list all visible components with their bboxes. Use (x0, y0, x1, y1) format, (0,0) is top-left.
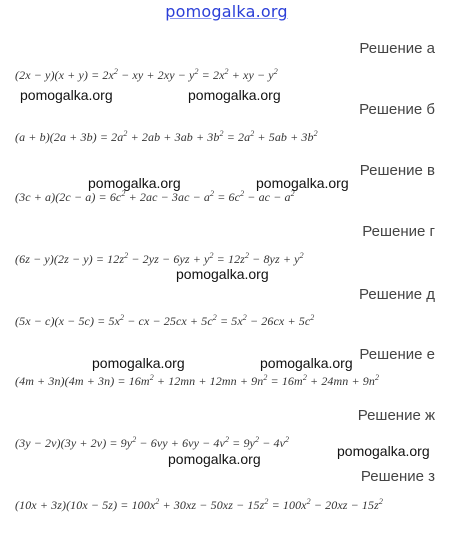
exponent: 2 (306, 497, 311, 506)
exponent: 2 (374, 373, 380, 382)
solution-z-equation: $(10x + 3z)(10x - 5z) = 100x^2 + 30xz - 50xz - 15z^2 = 100x^2 - 20xz - 15z^2$ (15, 497, 383, 512)
exponent: 2 (263, 373, 268, 382)
exponent: 2 (224, 67, 229, 76)
exponent: 2 (132, 435, 137, 444)
watermark-text: pomogalka.org (20, 87, 113, 103)
exponent: 2 (219, 129, 224, 138)
exponent: 2 (209, 251, 214, 260)
exponent: 2 (250, 129, 255, 138)
exponent: 2 (310, 313, 315, 322)
exponent: 2 (212, 313, 217, 322)
exponent: 2 (123, 129, 128, 138)
exponent: 2 (155, 497, 160, 506)
solution-d-title: Решение д (359, 286, 435, 303)
solution-d-equation: $(5x - c)(x - 5c) = 5x^2$ − cx − $25cx + 5c^2 = 5x^2 - 26cx + 5c^2$ (15, 313, 315, 328)
exponent: 2 (378, 497, 383, 506)
exponent: 2 (242, 313, 247, 322)
watermark-text: pomogalka.org (337, 443, 430, 459)
watermark-text: pomogalka.org (176, 266, 269, 282)
solution-v-title: Решение в (359, 162, 435, 179)
exponent: 2 (264, 497, 269, 506)
solution-g-equation: $(6z - y)(2z - y) = 12z^2 - 2yz - 6yz + y^2 = 12z^2 - 8yz + y^2$ (15, 251, 304, 266)
watermark-text: pomogalka.org (188, 87, 281, 103)
exponent: 2 (302, 373, 307, 382)
solution-b-equation: $(a + b)(2a + 3b) = 2a^2 + 2ab + 3ab + 3b^2 = 2a^2 + 5ab + 3b^2$ (15, 129, 318, 144)
exponent: 2 (255, 435, 260, 444)
exponent: 2 (299, 251, 304, 260)
watermark-text: pomogalka.org (256, 175, 349, 191)
exponent: 2 (285, 435, 290, 444)
exponent: 2 (149, 373, 154, 382)
exponent: 2 (194, 67, 199, 76)
exponent: 2 (240, 189, 245, 198)
exponent: 2 (244, 251, 250, 260)
solution-zh-title: Решение ж (357, 407, 435, 424)
watermark-text: pomogalka.org (168, 451, 261, 467)
site-header-link[interactable]: pomogalka.org (165, 2, 288, 21)
solution-g-title: Решение г (362, 223, 435, 240)
solution-e-title: Решение е (359, 346, 435, 363)
solution-z-title: Решение з (360, 468, 435, 485)
exponent: 2 (113, 67, 119, 76)
exponent: 2 (120, 313, 125, 322)
watermark-text: pomogalka.org (92, 355, 185, 371)
watermark-text: pomogalka.org (88, 175, 181, 191)
exponent: 2 (313, 129, 318, 138)
exponent: 2 (290, 189, 295, 198)
solution-a-equation: $(2x - y)(x + y) = 2x^2$ − xy + $2xy - y^2 = 2x^2$ + xy − $y^2$ (15, 67, 278, 82)
exponent: 2 (224, 435, 230, 444)
exponent: 2 (124, 251, 129, 260)
solution-a-title: Решение а (359, 40, 435, 57)
exponent: 2 (273, 67, 278, 76)
exponent: 2 (210, 189, 215, 198)
exponent: 2 (121, 189, 126, 198)
solution-e-equation: $(4m + 3n)(4m + 3n) = 16m^2 + 12mn + 12mn + 9n^2 = 16m^2 + 24mn + 9n^2$ (15, 373, 380, 388)
solution-v-equation: $(3c + a)(2c - a) = 6c^2 + 2ac - 3ac - a^2 = 6c^2$ − ac − $a^2$ (15, 189, 295, 204)
watermark-text: pomogalka.org (260, 355, 353, 371)
solution-b-title: Решение б (359, 101, 435, 118)
solution-zh-equation: $(3y - 2v)(3y + 2v) = 9y^2 - 6vy + 6vy - 4v^2 = 9y^2 - 4v^2$ (15, 435, 290, 450)
